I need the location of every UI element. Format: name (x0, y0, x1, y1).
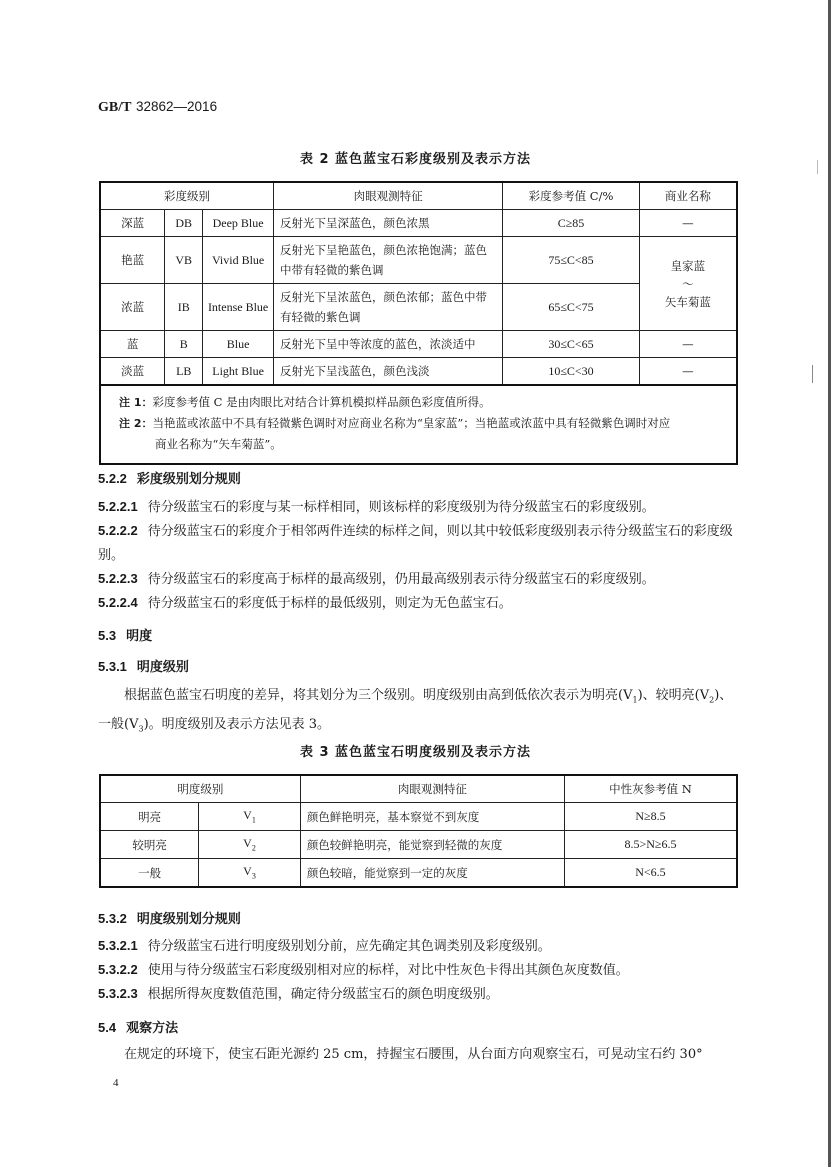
grade-code: VB (165, 237, 203, 284)
header-cell: 商业名称 (639, 182, 737, 210)
note-1: 注 1：彩度参考值 C 是由肉眼比对结合计算机模拟样品颜色彩度值所得。 (119, 395, 491, 409)
grade-en: Blue (203, 331, 274, 358)
feature-cell: 颜色较鲜艳明亮，能觉察到轻微的灰度 (300, 831, 564, 859)
feature-cell: 反射光下呈深蓝色，颜色浓黑 (274, 210, 503, 237)
scan-mark (812, 365, 813, 383)
observation-method-paragraph: 在规定的环境下，使宝石距光源约 25 cm，持握宝石腰围，从台面方向观察宝石，可晃动宝石约 30° (124, 1047, 703, 1062)
grade-cn: 淡蓝 (100, 358, 165, 386)
feature-cell: 颜色较暗，能觉察到一定的灰度 (300, 859, 564, 888)
range-cell: 10≤C<30 (503, 358, 640, 386)
business-cell: — (639, 331, 737, 358)
table-row (100, 831, 737, 859)
header-cell: 明度级别 (100, 775, 300, 803)
grade-en: Intense Blue (203, 284, 274, 331)
header-cell: 彩度级别 (100, 182, 274, 210)
grade-en: Light Blue (203, 358, 274, 386)
feature-cell: 反射光下呈浓蓝色，颜色浓郁；蓝色中带有轻微的紫色调 (274, 284, 503, 331)
grade-cn: 蓝 (100, 331, 165, 358)
table-notes (100, 385, 737, 464)
business-name-cornflower: 矢车菊蓝 (664, 294, 711, 309)
clause-5-2-2-2: 5.2.2.2 待分级蓝宝石的彩度介于相邻两件连续的标样之间，则以其中较低彩度级别表示待分级蓝宝石的彩度级别。 (98, 523, 733, 563)
chroma-grade-table (99, 181, 738, 465)
business-tilde: ～ (682, 276, 694, 291)
grade-cn: 艳蓝 (100, 237, 165, 284)
section-heading-5-2-2: 5.2.2 彩度级别划分规则 (98, 471, 241, 487)
range-cell: 8.5>N≥6.5 (564, 831, 737, 859)
table-row (100, 210, 737, 237)
feature-cell: 反射光下呈中等浓度的蓝色，浓淡适中 (274, 331, 503, 358)
table-notes-row (100, 385, 737, 464)
header-cell: 中性灰参考值 N (564, 775, 737, 803)
page-number: 4 (113, 1077, 119, 1089)
note-2: 注 2：当艳蓝或浓蓝中不具有轻微紫色调时对应商业名称为“皇家蓝”；当艳蓝或浓蓝中具有轻微紫色调时对应 (119, 416, 671, 430)
business-cell: — (639, 210, 737, 237)
code-cell: $V_1$ (199, 803, 301, 831)
section-heading-5-3: 5.3 明度 (98, 628, 153, 644)
range-cell: 75≤C<85 (503, 237, 640, 284)
standard-number: 32862—2016 (136, 99, 218, 114)
clause-5-3-2-2: 5.3.2.2 使用与待分级蓝宝石彩度级别相对应的标样，对比中性灰色卡得出其颜色灰度数值。 (98, 962, 629, 978)
table-row (100, 331, 737, 358)
feature-cell: 颜色鲜艳明亮，基本察觉不到灰度 (300, 803, 564, 831)
note-2-continuation: 商业名称为“矢车菊蓝”。 (155, 437, 282, 451)
range-cell: N<6.5 (564, 859, 737, 888)
grade-code: B (165, 331, 203, 358)
table-header-row (100, 182, 737, 210)
header-cell: 彩度参考值 C/% (503, 182, 640, 210)
table-header-row (100, 775, 737, 803)
clause-5-2-2-4: 5.2.2.4 待分级蓝宝石的彩度低于标样的最低级别，则定为无色蓝宝石。 (98, 595, 512, 611)
table-row (100, 237, 737, 284)
clause-5-3-2-1: 5.3.2.1 待分级蓝宝石进行明度级别划分前，应先确定其色调类别及彩度级别。 (98, 938, 551, 954)
clause-5-3-2-3: 5.3.2.3 根据所得灰度数值范围，确定待分级蓝宝石的颜色明度级别。 (98, 986, 499, 1002)
section-heading-5-3-2: 5.3.2 明度级别划分规则 (98, 911, 241, 927)
business-merged-cell (639, 237, 737, 331)
brightness-intro-paragraph: 根据蓝色蓝宝石明度的差异，将其划分为三个级别。明度级别由高到低依次表示为明亮$(V_1)$、较明亮$(V_2)$、一般$(V_3)$。明度级别及表示方法见表 3。 (98, 688, 733, 734)
level-cell: 较明亮 (100, 831, 199, 859)
range-cell: 65≤C<75 (503, 284, 640, 331)
range-cell: 30≤C<65 (503, 331, 640, 358)
table-row (100, 859, 737, 888)
clause-5-2-2-1: 5.2.2.1 待分级蓝宝石的彩度与某一标样相同，则该标样的彩度级别为待分级蓝宝石的彩度级别。 (98, 499, 655, 515)
grade-en: Deep Blue (203, 210, 274, 237)
clause-5-2-2-3: 5.2.2.3 待分级蓝宝石的彩度高于标样的最高级别，仍用最高级别表示待分级蓝宝石的彩度级别。 (98, 571, 655, 587)
business-name-royal: 皇家蓝 (670, 258, 706, 273)
feature-cell: 反射光下呈浅蓝色，颜色浅淡 (274, 358, 503, 386)
section-heading-5-3-1: 5.3.1 明度级别 (98, 659, 189, 675)
standard-code (98, 99, 217, 116)
section-heading-5-4: 5.4 观察方法 (98, 1020, 179, 1036)
standard-prefix: GB/T (98, 100, 132, 115)
grade-cn: 浓蓝 (100, 284, 165, 331)
range-cell: C≥85 (503, 210, 640, 237)
grade-code: IB (165, 284, 203, 331)
level-cell: 一般 (100, 859, 199, 888)
table-row (100, 803, 737, 831)
grade-code: DB (165, 210, 203, 237)
table3-caption: 表 3 蓝色蓝宝石明度级别及表示方法 (299, 745, 532, 760)
header-cell: 肉眼观测特征 (274, 182, 503, 210)
brightness-grade-table (99, 774, 738, 888)
grade-cn: 深蓝 (100, 210, 165, 237)
table2-caption: 表 2 蓝色蓝宝石彩度级别及表示方法 (299, 152, 532, 167)
code-cell: $V_2$ (199, 831, 301, 859)
header-cell: 肉眼观测特征 (300, 775, 564, 803)
grade-code: LB (165, 358, 203, 386)
code-cell: $V_3$ (199, 859, 301, 888)
feature-cell: 反射光下呈艳蓝色，颜色浓艳饱满；蓝色中带有轻微的紫色调 (274, 237, 503, 284)
range-cell: N≥8.5 (564, 803, 737, 831)
level-cell: 明亮 (100, 803, 199, 831)
business-cell: — (639, 358, 737, 386)
table-row (100, 358, 737, 386)
grade-en: Vivid Blue (203, 237, 274, 284)
